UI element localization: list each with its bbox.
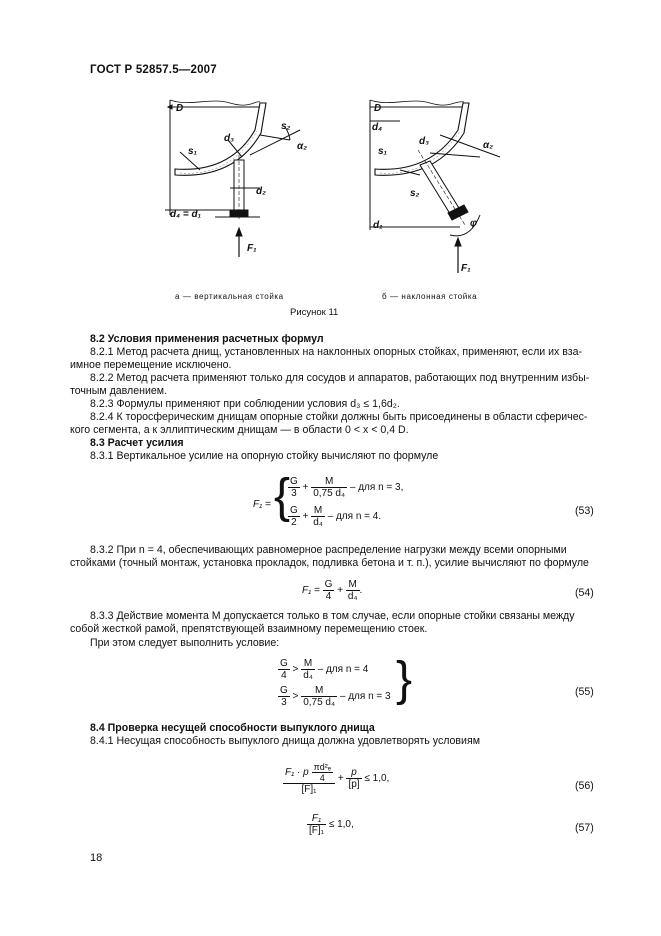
- eq55-cond2: – для n = 3: [339, 691, 391, 703]
- eq53-cond1: – для n = 3,: [349, 482, 404, 494]
- eq55-row2: $\frac{G}{3}$ > $\frac{M}{\text{0,75 d₄}}$ – для n = 3: [280, 685, 391, 708]
- eq55-m1-den: d₄: [303, 670, 313, 681]
- para-8-3-3-cont: собой жесткой рамой, препятствующей взаимному перемещению стоек.: [70, 623, 428, 635]
- fig-a-label-s2: s₂: [281, 121, 291, 132]
- fig-b-label-d4: d₄: [372, 122, 383, 133]
- fig-b-label-phi: φ: [470, 218, 478, 229]
- eq57-num: F₁: [307, 813, 326, 825]
- fig-a-label-d2: d₂: [256, 186, 266, 197]
- eq53-m2: M: [311, 505, 325, 517]
- para-8-3-2: 8.3.2 При n = 4, обеспечивающих равномерное распределение нагрузки между всеми опорными: [90, 544, 567, 556]
- eq56-num: F₁ · p: [285, 767, 309, 779]
- para-8-3-2-cont: стойками (точный монтаж, установка прокладок, подливка бетона и т. п.), усилие вычисляют по формуле: [70, 557, 589, 569]
- eq53-g1-den: 3: [291, 488, 297, 499]
- eq56-den: [F]₁: [301, 784, 317, 795]
- eq53-lhs: F₁ =: [253, 499, 271, 510]
- eq55-brace: }: [396, 653, 413, 706]
- eq55-g2: G: [280, 685, 288, 696]
- eq54-m: M: [346, 579, 360, 591]
- para-8-2-2-cont: точным давлением.: [70, 385, 168, 397]
- fig-b-label-s2: s₂: [410, 188, 420, 199]
- fig-b-label-alpha2: α₂: [483, 140, 494, 151]
- fig-a-label-F1: F₁: [247, 243, 257, 254]
- figure-sub-a: а — вертикальная стойка: [175, 292, 284, 301]
- section-8-4-title: 8.4 Проверка несущей способности выпуклого днища: [90, 722, 375, 734]
- figure-caption: Рисунок 11: [290, 307, 339, 318]
- eq56-pi-num: πd²ₑ: [313, 762, 332, 772]
- eq54-g-den: 4: [325, 591, 332, 602]
- eq56-pi-den: 4: [319, 773, 325, 783]
- fig-b-label-d1: d₁: [373, 220, 383, 231]
- eq57-number: (57): [575, 822, 594, 834]
- fig-b-label-D: D: [374, 103, 382, 114]
- eq54-number: (54): [575, 587, 594, 599]
- fig-a-label-s1: s₁: [188, 146, 198, 157]
- eq53-brace: {: [274, 470, 291, 523]
- eq55-m2-den: 0,75 d₄: [303, 697, 336, 708]
- eq53-row1: $\frac{G}{3}$ + $\frac{M}{\text{0,75 d₄}}$ – для n = 3,: [290, 476, 404, 499]
- eq54-m-den: d₄: [347, 591, 358, 602]
- fig-a-label-d3: d₃: [224, 133, 234, 144]
- section-8-2-title: 8.2 Условия применения расчетных формул: [90, 333, 324, 345]
- fig-b-label-d3: d₃: [419, 136, 429, 147]
- eq53-m1: M: [311, 476, 347, 488]
- para-8-2-2: 8.2.2 Метод расчета применяют только для сосудов и аппаратов, работающих под внутренним избы-: [90, 372, 590, 384]
- fig-a-label-d4-eq-d1: d₄ = d₁: [170, 209, 202, 220]
- eq55-number: (55): [575, 686, 594, 698]
- eq55-g2-den: 3: [281, 697, 287, 708]
- para-8-2-4: 8.2.4 К торосферическим днищам опорные стойки должны быть присоединены в области сферичес-: [90, 411, 588, 423]
- eq57: [307, 813, 354, 836]
- eq53-cond2: – для n = 4.: [327, 511, 382, 523]
- fig-b-label-F1: F₁: [461, 263, 471, 274]
- para-8-3-1: 8.3.1 Вертикальное усилие на опорную стойку вычисляют по формуле: [90, 450, 439, 462]
- para-8-3-3-condition: При этом следует выполнить условие:: [90, 637, 280, 649]
- para-8-3-3: 8.3.3 Действие момента M допускается только в том случае, если опорные стойки связаны между: [90, 610, 575, 622]
- eq56: F₁ · p $\frac{\text{πd²ₑ}}{4}$ [F]₁ + $\frac{p}{[p]}$ ≤ 1,0,: [285, 762, 390, 795]
- para-8-2-1-cont: имное перемещение исключено.: [70, 359, 232, 371]
- eq57-rhs: ≤ 1,0,: [328, 819, 354, 831]
- eq53-g2: G: [290, 505, 298, 516]
- eq53-g1: G: [290, 476, 298, 487]
- eq56-rhs: ≤ 1,0,: [364, 773, 390, 785]
- para-8-2-1: 8.2.1 Метод расчета днищ, установленных на наклонных опорных стойках, применяют, если их вза-: [90, 346, 583, 358]
- eq53-g2-den: 2: [291, 517, 297, 528]
- para-8-4-1: 8.4.1 Несущая способность выпуклого днища должна удовлетворять условиям: [90, 735, 480, 747]
- fig-b-label-s1: s₁: [378, 146, 388, 157]
- figure-sub-b: б — наклонная стойка: [382, 292, 478, 301]
- eq53-number: (53): [575, 505, 594, 517]
- eq55-row1: $\frac{G}{4}$ > $\frac{M}{\text{d₄}}$ – для n = 4: [280, 658, 369, 681]
- eq56-number: (56): [575, 780, 594, 792]
- para-8-2-4-cont: кого сегмента, а к эллиптическим днищам — в области 0 < x < 0,4 D.: [70, 424, 409, 436]
- para-8-2-3: 8.2.3 Формулы применяют при соблюдении условия d₃ ≤ 1,6d₂.: [90, 398, 400, 410]
- eq57-den: [F]₁: [309, 825, 325, 836]
- eq55-m1: M: [301, 658, 315, 670]
- eq53-m2-den: d₄: [313, 517, 323, 528]
- fig-a-label-D: D: [176, 103, 184, 114]
- fig-a-label-alpha2: α₂: [297, 141, 308, 152]
- document-header: ГОСТ Р 52857.5—2007: [90, 64, 217, 76]
- eq53-m1-den: 0,75 d₄: [313, 488, 346, 499]
- eq55-g1: G: [280, 658, 288, 669]
- eq56-p-den: [p]: [348, 779, 360, 790]
- eq53-row2: $\frac{G}{2}$ + $\frac{M}{\text{d₄}}$ – для n = 4.: [290, 505, 382, 528]
- eq55-g1-den: 4: [281, 670, 287, 681]
- figure-b-drawing: [360, 95, 510, 280]
- page-number: 18: [90, 852, 103, 864]
- section-8-3-title: 8.3 Расчет усилия: [90, 437, 184, 449]
- eq55-cond1: – для n = 4: [317, 664, 369, 676]
- eq55-m2: M: [301, 685, 337, 697]
- eq54: F₁ = $\frac{G}{4}$ + $\frac{M}{\text{d₄}}$ .: [302, 579, 363, 602]
- eq54-g: G: [324, 579, 333, 590]
- eq54-lhs: F₁ =: [302, 585, 320, 597]
- eq56-p: p: [346, 767, 361, 779]
